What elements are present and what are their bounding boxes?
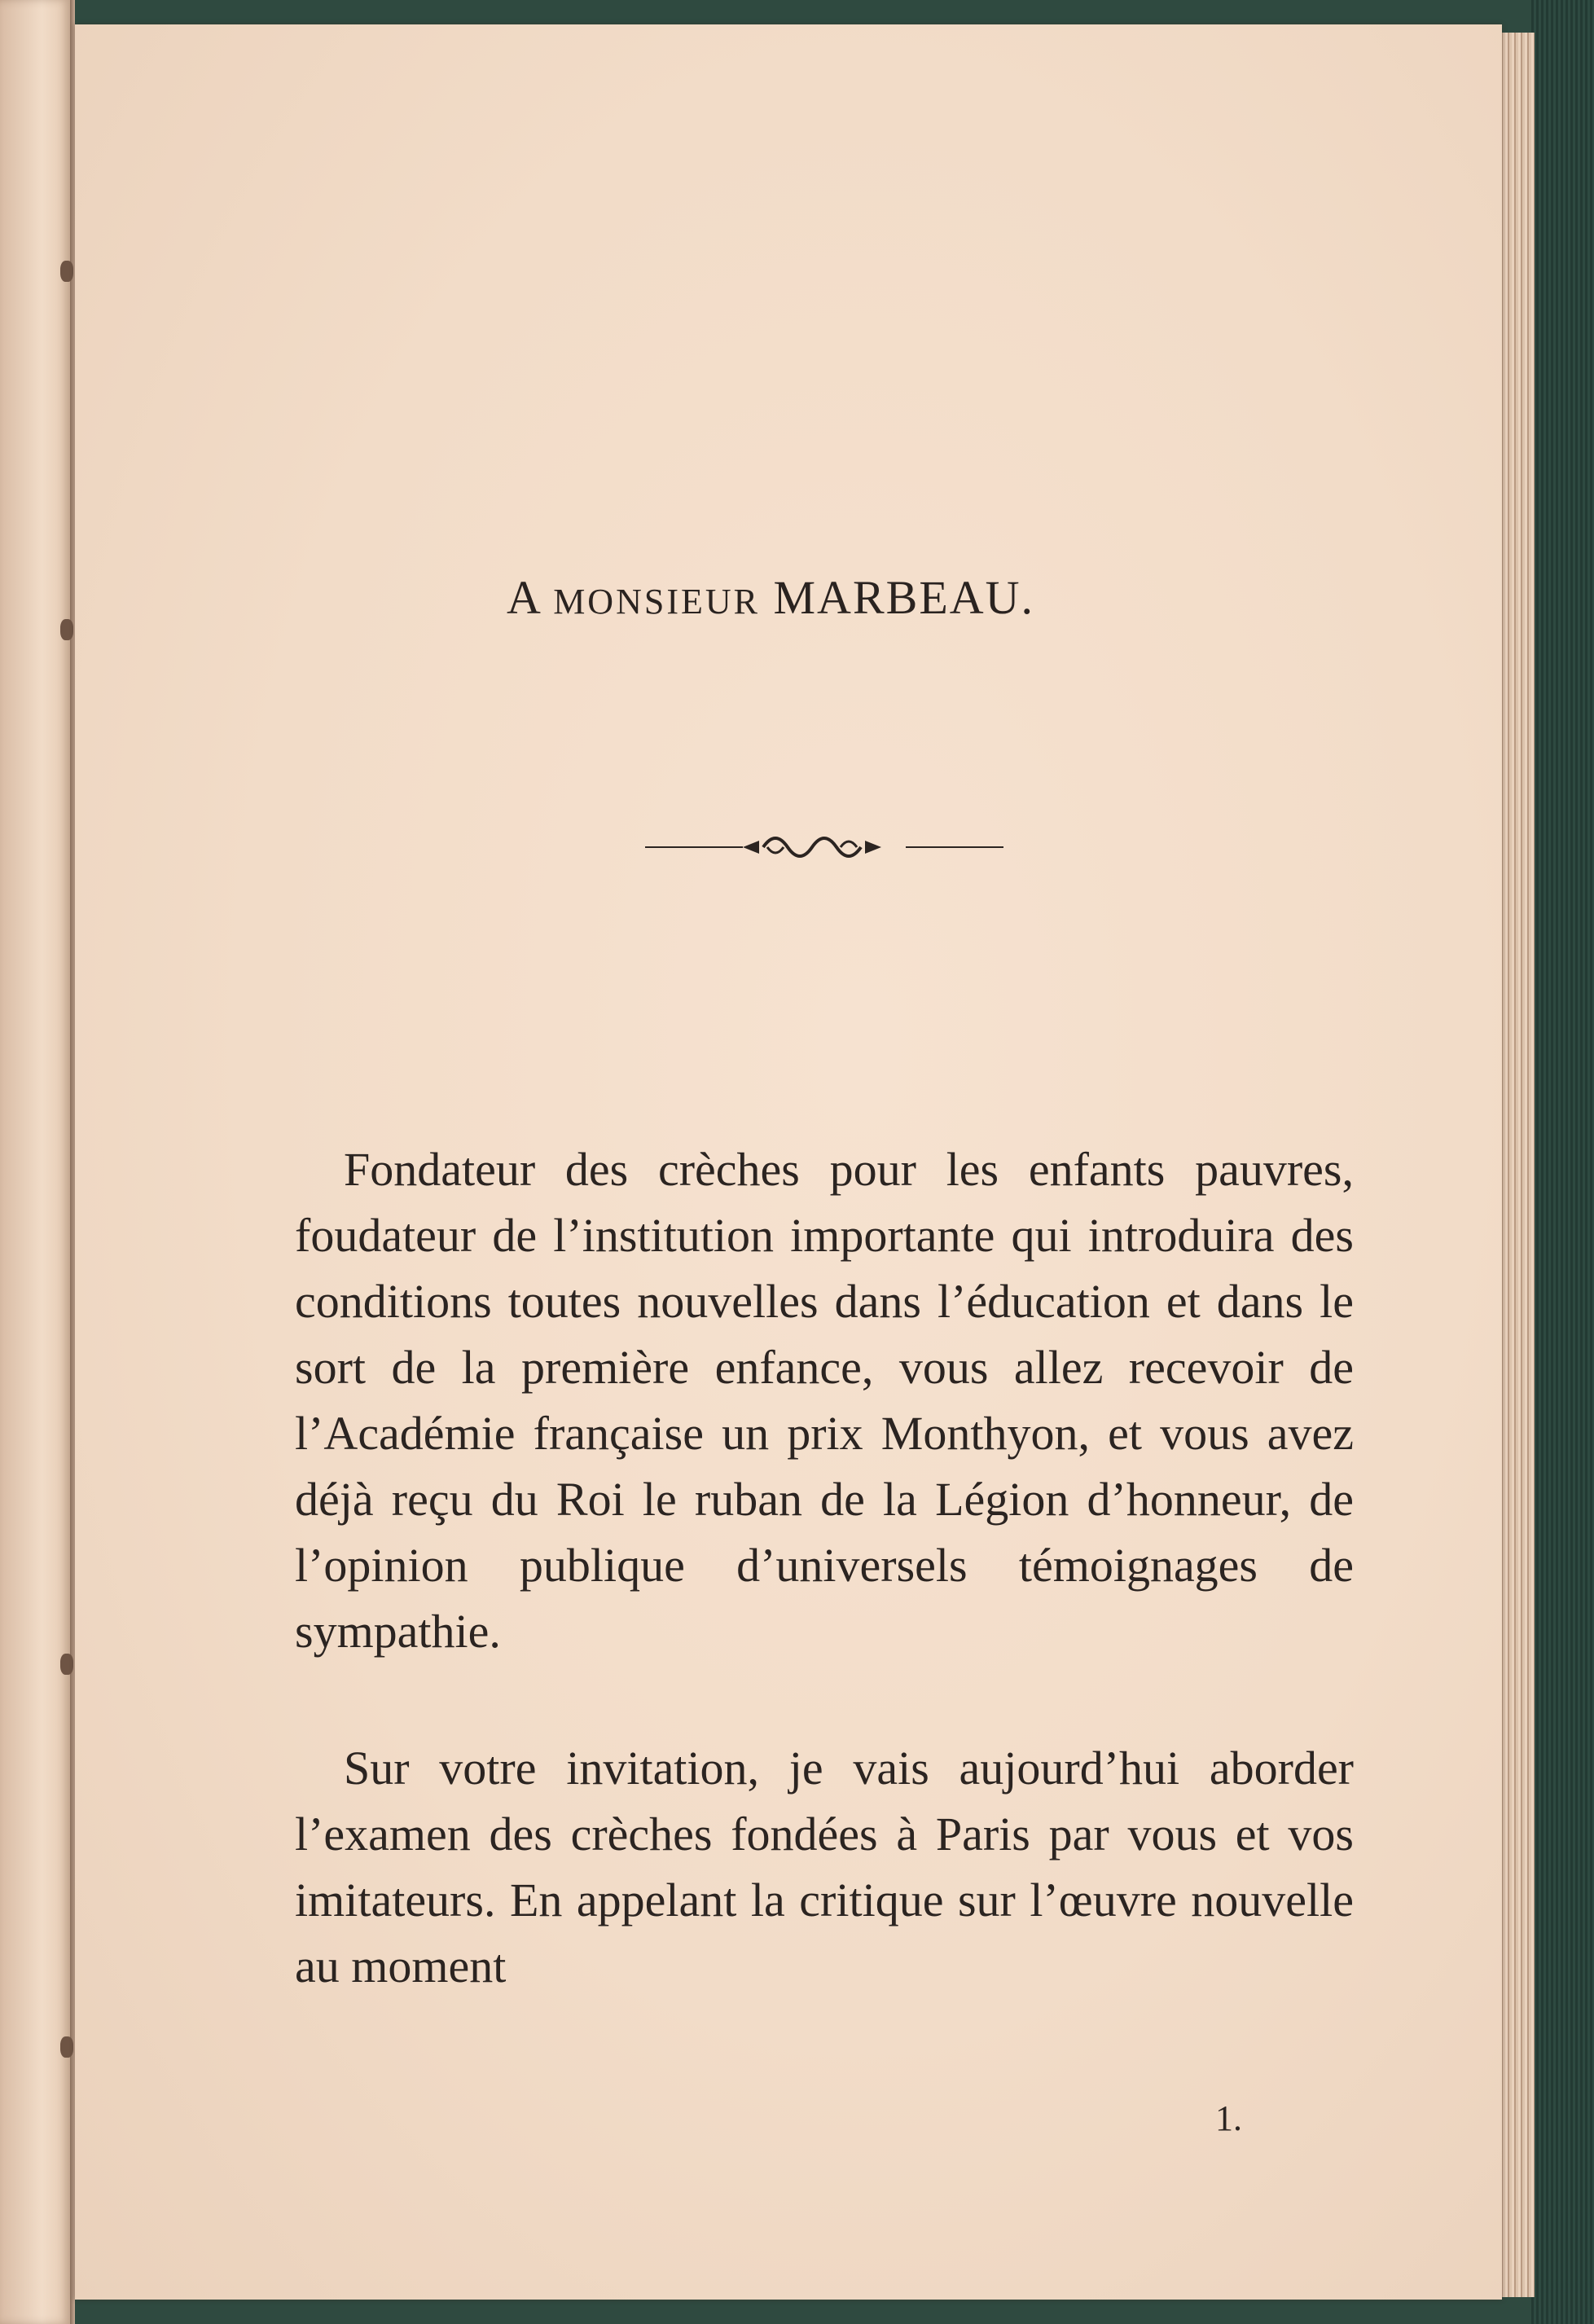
signature-mark: 1. [1215,2098,1242,2138]
ornament-divider-icon [645,823,1003,872]
binding-stitch [60,2036,73,2058]
book-cover [1531,0,1594,2324]
dedication-title [507,570,1240,625]
left-page-fragment [0,0,70,2324]
title-name: MARBEAU. [773,571,1035,624]
binding-stitch [60,1654,73,1675]
binding-stitch [60,261,73,282]
book-page [75,24,1502,2300]
title-honorific: MONSIEUR [553,582,760,622]
paragraph-continuation: Sur votre invitation, je vais aujourd’hui aborder l’examen des crèches fondées à Paris par vous et vos imitateurs. En appelant la critique sur l’œuvre nouvelle au moment [295,1742,1354,1992]
binding-stitch [60,619,73,640]
paragraph-dedication: Fondateur des crèches pour les enfants pauvres, foudateur de l’institution importante qui introduira des conditions toutes nouvelles dans l’éducation et dans le sort de la première enfance, vous allez recevoir de l’Académie française un prix Monthyon, et vous avez déjà reçu du Roi le ruban de la Légion d’honneur, de l’opinion publique d’universels témoignages de sympathie. [295,1143,1354,1658]
title-prefix: A [507,571,540,624]
page-edges [1499,33,1535,2297]
